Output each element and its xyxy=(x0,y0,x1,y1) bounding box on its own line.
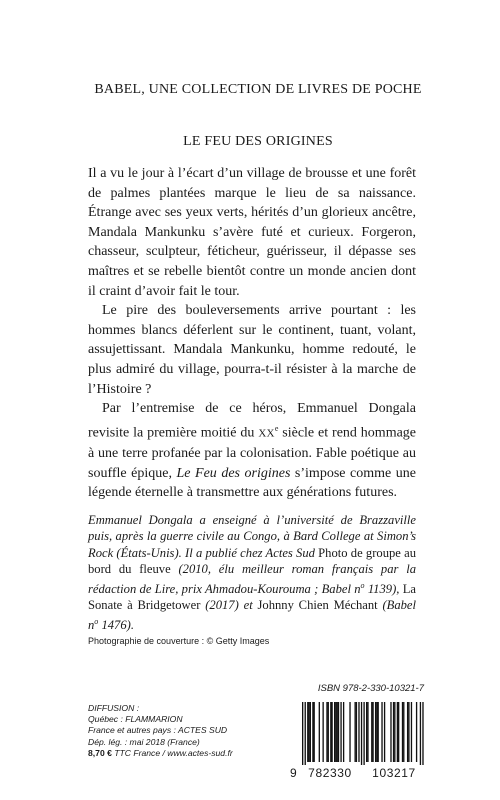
barcode-group-2: 103217 xyxy=(372,766,416,780)
barcode-bar xyxy=(402,702,403,762)
barcode-bar xyxy=(330,702,331,762)
barcode-bar xyxy=(307,702,308,762)
barcode-bar xyxy=(411,702,412,762)
book-title-inline: Le Feu des origines xyxy=(176,465,291,481)
barcode-bar xyxy=(416,702,417,762)
blurb-paragraph-1: Il a vu le jour à l’écart d’un village de brousse et une forêt de palmes plantées marque le lieu de sa naissance. Étrange avec ses yeux verts, hérités d’un glorieux ancêtre, Mandala Mankunku s’avère futé et curieux. Forgeron, chasseur, sculpteur, féticheur, guérisseur, il dépasse ses maîtres et se rebelle bientôt contre un monde ancien dont il craint d’avoir fait le tour. xyxy=(88,166,416,299)
legal-deposit: Dép. lég. : mai 2018 (France) xyxy=(88,736,200,747)
book-title-johnny: Johnny Chien Méchant xyxy=(257,598,378,613)
barcode-bar xyxy=(422,702,423,768)
barcode-bar xyxy=(319,702,320,762)
barcode-bar xyxy=(312,702,313,762)
author-bio-text-g: (Babel n xyxy=(88,598,417,632)
barcode-bars xyxy=(290,702,426,772)
barcode-bar xyxy=(371,702,372,762)
barcode-bar xyxy=(328,702,329,762)
barcode-bar xyxy=(390,702,391,762)
barcode-bar xyxy=(397,702,398,762)
price: 8,70 € xyxy=(88,747,112,758)
barcode-bar xyxy=(420,702,421,768)
blurb-p3-text-b: siècle et rend hommage à une terre profanée par la colonisation. Fable poétique au souffle épique, xyxy=(88,425,417,481)
barcode-bar xyxy=(378,702,379,762)
author-bio-text-e: (2017) et xyxy=(200,598,258,613)
author-bio-text-c: (2010, élu meilleur roman français par la rédaction de Lire, prix Ahmadou-Kourouma ; Babel n xyxy=(88,562,416,596)
blurb-p3-text-c: s’impose comme une légende éternelle à transmettre aux générations futures. xyxy=(88,465,416,501)
barcode-bar xyxy=(376,702,377,762)
barcode-group-1: 782330 xyxy=(308,766,352,780)
barcode-bar xyxy=(393,702,394,762)
barcode-bar xyxy=(314,702,315,762)
price-rest: TTC France / www.actes-sud.fr xyxy=(111,747,233,758)
author-bio-text-c2: 1139), xyxy=(364,581,400,596)
barcode-bar xyxy=(335,702,336,762)
distribution-quebec: Québec : FLAMMARION xyxy=(88,714,183,725)
barcode-digits xyxy=(290,765,426,780)
numero-superscript-2: o xyxy=(94,616,99,626)
author-bio-text-a: Emmanuel Dongala a enseigné à l’université de Brazzaville puis, après la guerre civile au Congo, à Bard College at Simon’s Rock (États-Unis). Il a publié chez Actes Sud xyxy=(88,513,416,560)
barcode-bar xyxy=(375,702,376,762)
barcode-bar xyxy=(403,702,404,762)
distribution-info xyxy=(88,703,278,759)
blurb-paragraph-2: Le pire des bouleversements arrive pourtant : les hommes blancs déferlent sur le continent, tuant, volant, assujettissant. Mandala Mankunku, homme redouté, le plus admiré du village, pourra-t-il résister à la marche de l’Histoire ? xyxy=(88,303,416,397)
barcode-bar xyxy=(340,702,341,762)
barcode-bar xyxy=(334,702,335,762)
barcode-bar xyxy=(354,702,355,762)
barcode-bar xyxy=(302,702,303,768)
isbn-label: ISBN 978-2-330-10321-7 xyxy=(317,683,424,694)
barcode-bar xyxy=(310,702,311,762)
book-title-photo-de-groupe: Photo de groupe au bord du fleuve xyxy=(88,545,416,577)
barcode-bar xyxy=(381,702,382,762)
barcode-bar xyxy=(337,702,338,762)
barcode-bar xyxy=(338,702,339,762)
barcode-bar xyxy=(326,702,327,762)
barcode-bar xyxy=(372,702,373,762)
series-heading: BABEL, UNE COLLECTION DE LIVRES DE POCHE xyxy=(94,82,422,97)
book-title: LE FEU DES ORIGINES xyxy=(183,134,333,149)
barcode-bar xyxy=(331,702,332,762)
numero-superscript-1: o xyxy=(360,580,365,590)
blurb-paragraph-3 xyxy=(88,399,416,503)
barcode-bar xyxy=(367,702,368,762)
author-bio-text-g2: 1476). xyxy=(98,617,134,632)
barcode-bar xyxy=(361,702,362,768)
century-numeral: XX xyxy=(258,427,275,440)
barcode-bar xyxy=(384,702,385,762)
barcode-bar xyxy=(366,702,367,762)
barcode-bar xyxy=(356,702,357,762)
barcode-bar xyxy=(305,702,306,768)
barcode-bar xyxy=(407,702,408,762)
barcode-first-digit: 9 xyxy=(290,766,298,780)
distribution-label: DIFFUSION : xyxy=(88,703,140,713)
barcode-bar xyxy=(349,702,350,762)
barcode-bar xyxy=(363,702,364,768)
barcode-bar xyxy=(343,702,344,762)
blurb-p3-text-a: Par l’entremise de ce héros, Emmanuel Dongala revisite la première moitié du xyxy=(88,401,416,441)
barcode-bar xyxy=(308,702,309,762)
blurb xyxy=(88,164,416,503)
barcode xyxy=(290,702,426,772)
author-bio xyxy=(88,512,416,633)
book-title-sonate: La Sonate à Bridgetower xyxy=(88,581,416,613)
barcode-bar xyxy=(358,702,359,762)
barcode-bar xyxy=(394,702,395,762)
barcode-bar xyxy=(398,702,399,762)
barcode-bar xyxy=(408,702,409,762)
price-line xyxy=(88,748,278,759)
distribution-france: France et autres pays : ACTES SUD xyxy=(88,725,228,736)
barcode-bar xyxy=(322,702,323,762)
photo-credit: Photographie de couverture : © Getty Images xyxy=(88,636,270,646)
century-superscript: e xyxy=(274,423,279,433)
